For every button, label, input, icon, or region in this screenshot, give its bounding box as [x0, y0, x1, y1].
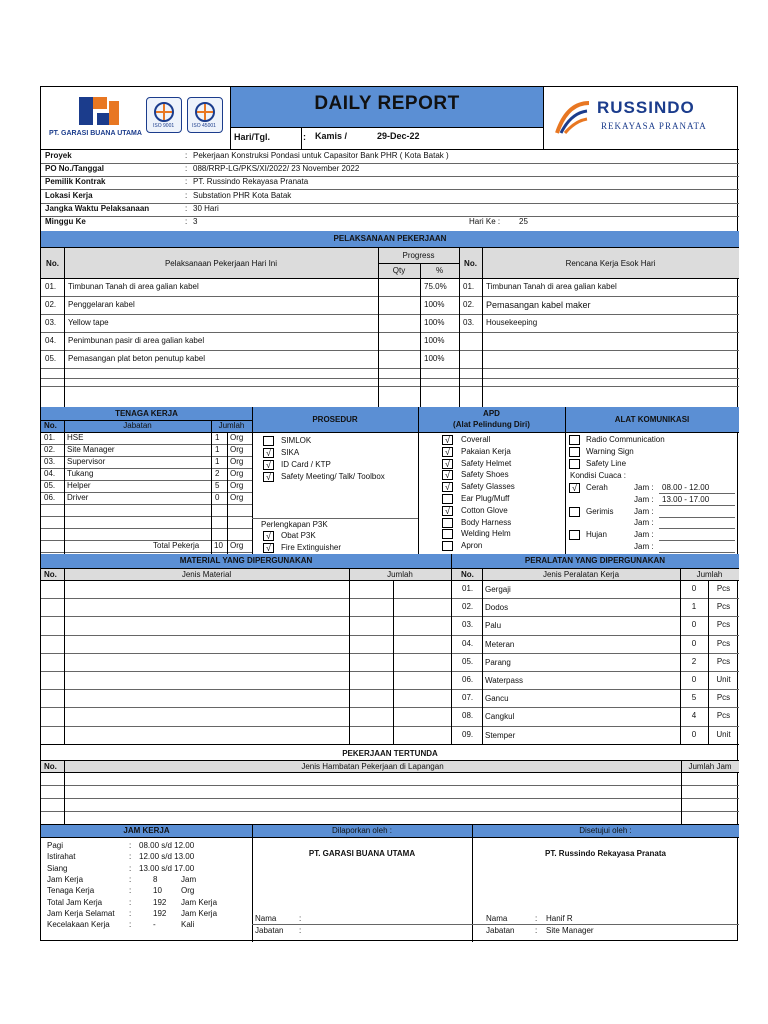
- prosedur-label: ID Card / KTP: [281, 460, 331, 469]
- cuaca-label: Hujan: [586, 530, 607, 540]
- apd-checkbox[interactable]: [442, 518, 453, 528]
- alat-qty: 0: [691, 620, 697, 630]
- company-right-name: RUSSINDO: [597, 98, 695, 117]
- apd-label: Cotton Glove: [461, 505, 508, 515]
- info-value: Substation PHR Kota Batak: [193, 190, 292, 200]
- jam-value: 13.00 s/d 17.00: [139, 863, 195, 873]
- today-pct: 100%: [424, 318, 445, 327]
- info-value: PT. Russindo Rekayasa Pranata: [193, 177, 309, 187]
- tenaga-no: 04.: [44, 469, 56, 478]
- mat-row-line: [41, 653, 739, 654]
- alat-name: Cangkul: [485, 712, 515, 722]
- info-row-line: [41, 176, 739, 177]
- mat-row-line: [41, 671, 739, 672]
- today-pct: 100%: [424, 336, 445, 345]
- alat-no: 09.: [462, 729, 474, 739]
- jam-value: 10: [153, 886, 162, 896]
- prosedur-label: SIKA: [281, 448, 300, 457]
- apd-label: Safety Helmet: [461, 458, 512, 468]
- tenaga-unit: Org: [230, 481, 244, 490]
- p3k-checkbox[interactable]: √: [263, 531, 274, 541]
- tenaga-jabatan: Supervisor: [67, 457, 106, 466]
- p3k-label: Obat P3K: [281, 531, 316, 540]
- jam-label: Siang: [47, 863, 68, 873]
- info-label: Jangka Waktu Pelaksanaan: [45, 203, 150, 213]
- alat-unit: Unit: [716, 675, 731, 684]
- p3k-title: Perlengkapan P3K: [261, 520, 328, 529]
- hari-ke-label: Hari Ke :: [469, 217, 501, 226]
- tenaga-unit: Org: [230, 469, 244, 478]
- mat-row-line: [41, 616, 739, 617]
- approver-name: Hanif R: [546, 914, 573, 923]
- alat-no: 05.: [462, 656, 474, 666]
- cuaca-label: Cerah: [586, 483, 608, 492]
- pel-row-line: [41, 368, 739, 369]
- alat-no: 06.: [462, 675, 474, 684]
- jam-sep: :: [129, 897, 132, 907]
- info-value: 088/RRP-LG/PKS/XI/2022/ 23 November 2022: [193, 164, 360, 174]
- apd-label: Safety Glasses: [461, 482, 515, 492]
- alat-name: Dodos: [485, 603, 509, 613]
- p3k-label: Fire Extinguisher: [281, 543, 342, 552]
- tenaga-jumlah: 0: [215, 493, 220, 502]
- tenaga-row-line: [41, 528, 252, 529]
- jam-unit: Jam Kerja: [181, 897, 218, 907]
- alat-qty: 1: [691, 602, 697, 612]
- today-no: 05.: [45, 354, 57, 363]
- tenaga-jumlah: 1: [215, 457, 220, 466]
- plan-no: 03.: [463, 318, 475, 327]
- mat-row-line: [41, 598, 739, 599]
- jam-sep: :: [129, 886, 132, 896]
- alat-unit: Pcs: [716, 620, 731, 630]
- cuaca-jam-label: Jam :: [634, 530, 654, 540]
- jam-unit: Jam Kerja: [181, 908, 218, 918]
- jam-label: Istirahat: [47, 852, 76, 862]
- tenaga-row-line: [41, 504, 252, 505]
- alat-no: 03.: [462, 620, 474, 630]
- tenaga-jumlah: 1: [215, 433, 220, 442]
- apd-checkbox[interactable]: [442, 494, 453, 504]
- komunikasi-checkbox[interactable]: [569, 435, 580, 445]
- cuaca-jam-label: Jam :: [634, 518, 654, 528]
- prosedur-checkbox[interactable]: [263, 436, 274, 446]
- mat-row-line: [41, 689, 739, 690]
- info-row-line: [41, 163, 739, 164]
- jam-sep: :: [129, 852, 132, 862]
- prosedur-label: SIMLOK: [281, 436, 312, 445]
- info-value: 3: [193, 217, 198, 226]
- today-desc: Yellow tape: [68, 318, 109, 327]
- apd-checkbox[interactable]: √: [442, 435, 453, 445]
- komunikasi-label: Radio Communication: [586, 435, 665, 444]
- jam-sep: :: [129, 841, 132, 850]
- tenaga-jabatan: Driver: [67, 493, 89, 502]
- total-pekerja-value: 10: [214, 541, 223, 550]
- mat-row-line: [41, 726, 739, 727]
- info-label: PO No./Tanggal: [45, 164, 104, 174]
- info-sep: :: [185, 203, 188, 213]
- iso-9001-badge: ISO 9001: [146, 97, 182, 133]
- alat-qty: 4: [691, 711, 697, 721]
- day-value: Kamis /: [315, 131, 348, 141]
- cuaca-jam-line: [659, 552, 735, 553]
- alat-no: 01.: [462, 584, 474, 593]
- tenaga-jumlah: 2: [215, 469, 220, 478]
- total-pekerja-label: Total Pekerja: [153, 541, 200, 550]
- jam-value: 08.00 s/d 12.00: [139, 841, 195, 850]
- tenaga-jumlah: 1: [215, 445, 220, 454]
- pel-row-line: [41, 296, 739, 297]
- jam-sep: :: [129, 920, 132, 930]
- apd-label: Coverall: [461, 435, 491, 444]
- cuaca-jam-label: Jam :: [634, 542, 654, 551]
- prosedur-checkbox[interactable]: √: [263, 460, 274, 470]
- today-no: 03.: [45, 318, 57, 327]
- apd-label: Ear Plug/Muff: [461, 494, 510, 503]
- tenaga-jumlah: 5: [215, 481, 220, 490]
- jam-value: 12.00 s/d 13.00: [139, 852, 195, 862]
- page-title: DAILY REPORT: [314, 93, 460, 114]
- today-pct: 100%: [424, 300, 445, 309]
- company-left-name: PT. GARASI BUANA UTAMA: [49, 130, 142, 137]
- alat-name: Palu: [485, 621, 502, 631]
- tenaga-jabatan: Site Manager: [67, 445, 115, 454]
- tenaga-no: 05.: [44, 481, 56, 490]
- komunikasi-checkbox[interactable]: [569, 447, 580, 457]
- info-sep: :: [185, 217, 188, 226]
- alat-unit: Pcs: [716, 602, 731, 612]
- date-value: 29-Dec-22: [377, 131, 420, 141]
- alat-no: 07.: [462, 693, 474, 703]
- apd-checkbox[interactable]: √: [442, 470, 453, 480]
- jam-unit: Jam: [181, 874, 197, 884]
- info-sep: :: [185, 190, 188, 200]
- cuaca-jam-line: [659, 517, 735, 518]
- apd-checkbox[interactable]: √: [442, 482, 453, 492]
- p3k-checkbox[interactable]: √: [263, 543, 274, 553]
- info-label: Proyek: [45, 151, 72, 160]
- alat-no: 04.: [462, 638, 474, 648]
- plan-desc: Pemasangan kabel maker: [486, 300, 591, 310]
- pel-row-line: [41, 378, 739, 379]
- tenaga-row-line: [41, 552, 252, 553]
- apd-label: Safety Shoes: [461, 470, 509, 480]
- apd-label: Body Harness: [461, 517, 512, 527]
- prosedur-checkbox[interactable]: √: [263, 448, 274, 458]
- info-row-line: [41, 189, 739, 190]
- apd-label: Pakaian Kerja: [461, 446, 511, 456]
- jam-unit: Kali: [181, 920, 195, 930]
- today-no: 04.: [45, 336, 57, 345]
- mat-row-line: [41, 707, 739, 708]
- apd-checkbox[interactable]: [442, 529, 453, 539]
- apd-checkbox[interactable]: √: [442, 447, 453, 457]
- plan-no: 02.: [463, 300, 475, 309]
- reporter-company: PT. GARASI BUANA UTAMA: [308, 849, 416, 858]
- today-pct: 75.0%: [424, 282, 447, 291]
- today-pct: 100%: [424, 354, 445, 363]
- alat-name: Meteran: [485, 639, 515, 649]
- tenaga-no: 02.: [44, 445, 56, 454]
- day-label: Hari/Tgl.: [234, 132, 271, 142]
- pel-row-line: [41, 314, 739, 315]
- komunikasi-checkbox[interactable]: [569, 459, 580, 469]
- tenaga-unit: Org: [230, 445, 244, 454]
- jam-value: 192: [153, 897, 167, 907]
- apd-checkbox[interactable]: √: [442, 459, 453, 469]
- today-no: 01.: [45, 282, 57, 291]
- today-no: 02.: [45, 300, 57, 309]
- cuaca-checkbox[interactable]: √: [569, 483, 580, 493]
- alat-unit: Pcs: [716, 584, 731, 593]
- jam-unit: Org: [181, 886, 195, 896]
- total-pekerja-unit: Org: [230, 541, 244, 550]
- jam-sep: :: [129, 863, 132, 873]
- jam-value: 8: [153, 874, 158, 884]
- cuaca-jam-label: Jam :: [634, 483, 654, 492]
- tenaga-jabatan: Helper: [67, 481, 91, 490]
- pel-row-line: [41, 332, 739, 333]
- info-label: Pemilik Kontrak: [45, 177, 106, 187]
- cuaca-checkbox[interactable]: [569, 530, 580, 540]
- alat-qty: 5: [691, 693, 697, 703]
- jam-label: Pagi: [47, 841, 64, 850]
- alat-qty: 0: [691, 584, 697, 593]
- mat-row-line: [41, 635, 739, 636]
- plan-desc: Housekeeping: [486, 318, 538, 327]
- alat-unit: Unit: [716, 729, 731, 739]
- prosedur-label: Safety Meeting/ Talk/ Toolbox: [281, 472, 385, 481]
- cuaca-label: Gerimis: [586, 506, 614, 516]
- alat-name: Parang: [485, 657, 511, 667]
- tenaga-no: 01.: [44, 433, 56, 442]
- pel-row-line: [41, 386, 739, 387]
- alat-name: Stemper: [485, 730, 516, 740]
- approver-position: Site Manager: [546, 926, 594, 935]
- daily-report-sheet: PT. GARASI BUANA UTAMA ISO 9001 ISO 45001 DAILY REPORT Hari/Tgl. : Kamis / 29-Dec-22 RUSSINDO REKAYASA PRANATA Proyek : Pekerjaan Konstruksi Pondasi untuk Capasitor Bank PHR ( Kota Batak ) PO No./Tanggal : 088/RRP-LG/PKS/XI/2022/ 23 November 2022 Pemilik Kontrak : PT. Russindo Rekayasa Pranata Lokasi Kerja : Substation PHR Kota Batak Jangka Waktu Pelaksanaan : 30 Hari Minggu Ke : 3 Hari Ke : 25 PELAKSANAAN PEKERJAAN No. Pelaksanaan Pekerjaan Hari Ini Progress Qty % No. Rencana Kerja Esok Hari 01. Timbunan Tanah di area galian kabel 75.0% 01. Timbunan Tanah di area galian kabel 02. Penggelaran kabel 100% 02. Pemasangan kabel maker 03. Yellow tape 100% 03. Housekeeping 04. Penimbunan pasir di area galian kabel 100% 05. Pemasangan plat beton penutup kabel 100% TENAGA KERJA No. Jabatan Jumlah PROSEDUR APD (Alat Pelindung Diri) ALAT KOMUNIKASI 01. HSE 1 Org 02. Site Manager 1 Org 03. Supervisor 1 Org 04. Tukang 2 Org 05. Helper 5 Org 06. Driver 0 Org Total Pekerja 10 Org SIMLOK √ SIKA √ ID Card / KTP √ Safety Meeting/ Talk/ Toolbox Perlengkapan P3K √ Obat P3K √ Fire Extinguisher √ Coverall √ Pakaian Kerja √ Safety Helmet √ Safety Shoes √ Safety Glasses Ear Plug/Muff √ Cotton Glove Body Harness Welding Helm Apron Radio Communication Warning Sign Safety Line Kondisi Cuaca : √ Cerah Jam : 08.00 - 12.00 Jam : 13.00 - 17.00 Gerimis Jam : Jam : Hujan Jam : Jam : MATERIAL YANG DIPERGUNAKAN PERALATAN YANG DIPERGUNAKAN No. Jenis Material Jumlah No. Jenis Peralatan Kerja Jumlah 01. Gergaji 0 Pcs 02. Dodos 1 Pcs 03. Palu 0 Pcs 04. Meteran 0 Pcs 05. Parang 2 Pcs 06. Waterpass 0 Unit 07. Gancu 5 Pcs 08. Cangkul 4 Pcs 09. Stemper 0 Unit PEKERJAAN TERTUNDA No. Jenis Hambatan Pekerjaan di Lapangan Jumlah Jam JAM KERJA Dilaporkan oleh : Disetujui oleh : Pagi : 08.00 s/d 12.00 Istirahat : 12.00 s/d 13.00 Siang : 13.00 s/d 17.00 Jam Kerja : 8 Jam Tenaga Kerja : 10 Org Total Jam Kerja : 192 Jam Kerja Jam Kerja Selamat : 192 Jam Kerja Kecelakaan Kerja : - Kali PT. GARASI BUANA UTAMA Nama : Jabatan : PT. Russindo Rekayasa Pranata Nama : Hanif R Jabatan : Site Manager: [40, 86, 738, 941]
- company-right-sub: REKAYASA PRANATA: [601, 121, 707, 131]
- alat-name: Gergaji: [485, 585, 511, 594]
- alat-unit: Pcs: [716, 656, 731, 666]
- info-label: Minggu Ke: [45, 217, 86, 226]
- komunikasi-label: Safety Line: [586, 459, 627, 468]
- info-label: Lokasi Kerja: [45, 190, 93, 200]
- approver-company: PT. Russindo Rekayasa Pranata: [545, 849, 666, 858]
- jam-label: Jam Kerja: [47, 874, 84, 884]
- russindo-logo-icon: [551, 97, 593, 137]
- tenaga-unit: Org: [230, 457, 244, 466]
- apd-label: Welding Helm: [461, 529, 511, 539]
- tenaga-no: 03.: [44, 457, 56, 466]
- tenaga-unit: Org: [230, 433, 244, 442]
- komunikasi-label: Warning Sign: [586, 447, 634, 456]
- alat-qty: 0: [691, 638, 697, 648]
- tenaga-jabatan: Tukang: [67, 469, 94, 478]
- apd-checkbox[interactable]: [442, 541, 453, 551]
- jam-label: Kecelakaan Kerja: [47, 920, 110, 930]
- cuaca-jam-line: [659, 540, 735, 541]
- info-sep: :: [185, 164, 188, 174]
- alat-no: 08.: [462, 711, 474, 721]
- alat-unit: Pcs: [716, 693, 731, 703]
- alat-qty: 0: [691, 729, 697, 739]
- info-sep: :: [185, 151, 188, 160]
- tenaga-no: 06.: [44, 493, 56, 502]
- today-desc: Penggelaran kabel: [68, 300, 135, 309]
- tenaga-jabatan: HSE: [67, 433, 84, 442]
- alat-name: Gancu: [485, 694, 509, 704]
- jam-label: Tenaga Kerja: [47, 886, 95, 896]
- jam-value: -: [153, 920, 156, 930]
- cuaca-jam: 13.00 - 17.00: [662, 494, 710, 504]
- apd-label: Apron: [461, 541, 483, 551]
- cuaca-jam-label: Jam :: [634, 494, 654, 504]
- alat-qty: 0: [691, 675, 697, 684]
- tenaga-row-line: [41, 516, 252, 517]
- info-value: Pekerjaan Konstruksi Pondasi untuk Capasitor Bank PHR ( Kota Batak ): [193, 151, 449, 160]
- plan-no: 01.: [463, 282, 475, 291]
- pel-row-line: [41, 350, 739, 351]
- alat-unit: Pcs: [716, 711, 731, 721]
- cuaca-jam-label: Jam :: [634, 506, 654, 516]
- jam-label: Total Jam Kerja: [47, 897, 103, 907]
- cuaca-jam: 08.00 - 12.00: [662, 483, 710, 492]
- info-row-line: [41, 216, 739, 217]
- jam-sep: :: [129, 874, 132, 884]
- hari-ke-value: 25: [519, 217, 528, 226]
- cuaca-jam-line: [659, 528, 735, 529]
- info-value: 30 Hari: [193, 203, 219, 213]
- alat-qty: 2: [691, 656, 697, 666]
- jam-value: 192: [153, 908, 167, 918]
- jam-label: Jam Kerja Selamat: [47, 908, 115, 918]
- cuaca-title: Kondisi Cuaca :: [570, 471, 627, 480]
- alat-unit: Pcs: [716, 638, 731, 648]
- today-desc: Penimbunan pasir di area galian kabel: [68, 336, 205, 345]
- today-desc: Pemasangan plat beton penutup kabel: [68, 354, 205, 363]
- prosedur-checkbox[interactable]: √: [263, 472, 274, 482]
- alat-no: 02.: [462, 602, 474, 612]
- info-sep: :: [185, 177, 188, 187]
- today-desc: Timbunan Tanah di area galian kabel: [68, 282, 199, 291]
- plan-desc: Timbunan Tanah di area galian kabel: [486, 282, 617, 291]
- apd-checkbox[interactable]: √: [442, 506, 453, 516]
- iso-45001-badge: ISO 45001: [187, 97, 223, 133]
- jam-sep: :: [129, 908, 132, 918]
- alat-name: Waterpass: [485, 676, 523, 685]
- tenaga-unit: Org: [230, 493, 244, 502]
- cuaca-checkbox[interactable]: [569, 507, 580, 517]
- cuaca-jam-line: [659, 505, 735, 506]
